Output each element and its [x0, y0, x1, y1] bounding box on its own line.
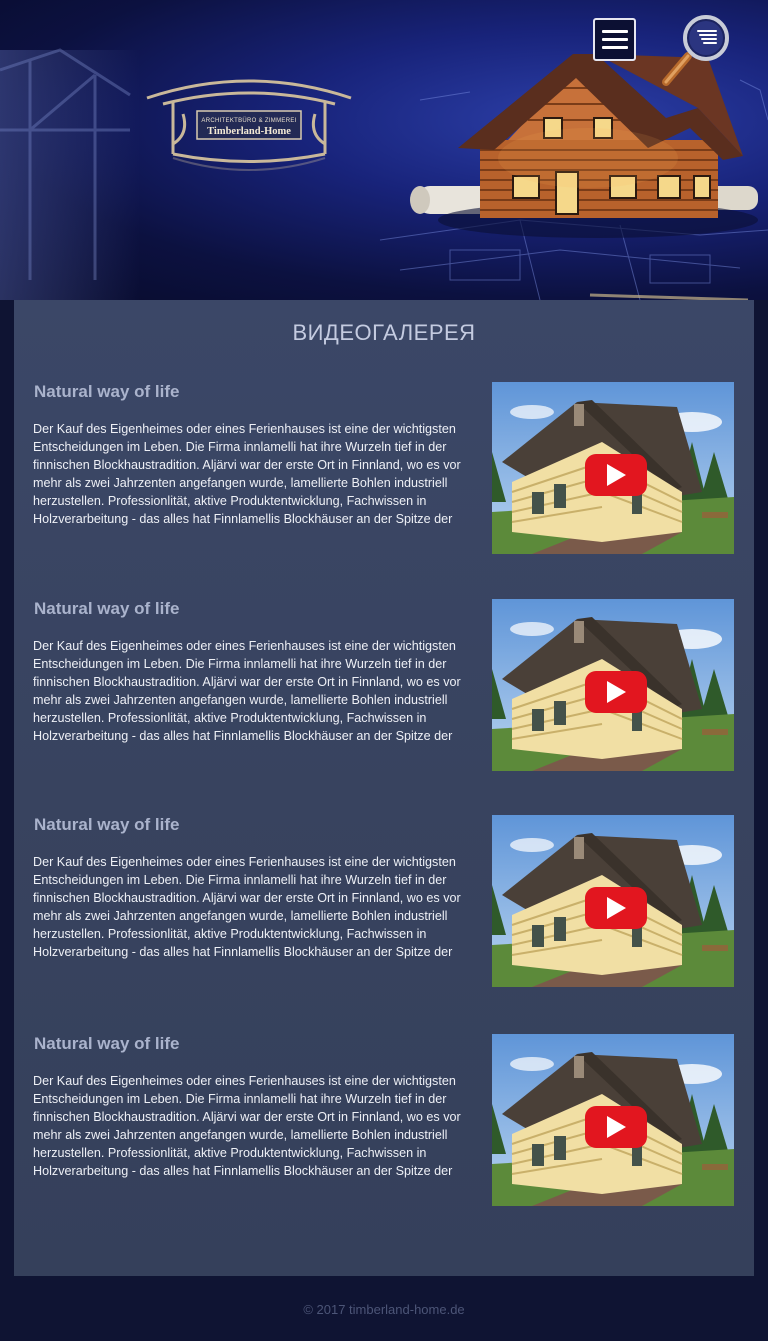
video-item	[14, 382, 754, 557]
site-header	[0, 0, 768, 300]
video-thumbnail-image	[492, 815, 734, 987]
video-thumbnail[interactable]	[492, 599, 734, 771]
page-title: ВИДЕОГАЛЕРЕЯ	[292, 320, 476, 345]
video-title[interactable]: Natural way of life	[34, 382, 180, 401]
svg-text:Timberland-Home: Timberland-Home	[207, 126, 291, 137]
video-title[interactable]: Natural way of life	[34, 1034, 180, 1053]
video-thumbnail-image	[492, 599, 734, 771]
video-thumbnail-image	[492, 382, 734, 554]
video-title[interactable]: Natural way of life	[34, 815, 180, 834]
video-thumbnail[interactable]	[492, 382, 734, 554]
svg-text:ARCHITEKTBÜRO & ZIMMEREI: ARCHITEKTBÜRO & ZIMMEREI	[201, 118, 297, 124]
search-button[interactable]	[660, 14, 736, 88]
video-item	[14, 815, 754, 990]
youtube-play-icon	[585, 1106, 647, 1148]
video-description: Der Kauf des Eigenheimes oder eines Ferienhauses ist eine der wichtigsten Entscheidungen im Leben. Die Firma innlamelli hat ihre Wurzeln tief in der finnischen Blockhaustradition. Aljärvi war der erste Ort in Finnland, wo es vor mehr als zwei Jahrzenten angefangen wurde, lamellierte Bohlen industriell herzustellen. Professionlität, aktive Produktentwicklung, Fachwissen in Holzverarbeitung - das alles hat Finnlamellis Blockhäuser an der Spitze der	[33, 639, 461, 743]
video-item	[14, 1034, 754, 1209]
video-thumbnail-image	[492, 1034, 734, 1206]
video-description: Der Kauf des Eigenheimes oder eines Ferienhauses ist eine der wichtigsten Entscheidungen im Leben. Die Firma innlamelli hat ihre Wurzeln tief in der finnischen Blockhaustradition. Aljärvi war der erste Ort in Finnland, wo es vor mehr als zwei Jahrzenten angefangen wurde, lamellierte Bohlen industriell herzustellen. Professionlität, aktive Produktentwicklung, Fachwissen in Holzverarbeitung - das alles hat Finnlamellis Blockhäuser an der Spitze der	[33, 422, 461, 526]
hamburger-menu-button[interactable]	[593, 18, 636, 61]
video-gallery-panel	[14, 300, 754, 1276]
hamburger-menu-icon-bar	[602, 46, 628, 49]
video-item	[14, 599, 754, 774]
video-thumbnail[interactable]	[492, 815, 734, 987]
youtube-play-icon	[585, 454, 647, 496]
youtube-play-icon	[585, 671, 647, 713]
video-description: Der Kauf des Eigenheimes oder eines Ferienhauses ist eine der wichtigsten Entscheidungen im Leben. Die Firma innlamelli hat ihre Wurzeln tief in der finnischen Blockhaustradition. Aljärvi war der erste Ort in Finnland, wo es vor mehr als zwei Jahrzenten angefangen wurde, lamellierte Bohlen industriell herzustellen. Professionlität, aktive Produktentwicklung, Fachwissen in Holzverarbeitung - das alles hat Finnlamellis Blockhäuser an der Spitze der	[33, 1074, 461, 1178]
hamburger-menu-icon-bar	[602, 38, 628, 41]
video-description: Der Kauf des Eigenheimes oder eines Ferienhauses ist eine der wichtigsten Entscheidungen im Leben. Die Firma innlamelli hat ihre Wurzeln tief in der finnischen Blockhaustradition. Aljärvi war der erste Ort in Finnland, wo es vor mehr als zwei Jahrzenten angefangen wurde, lamellierte Bohlen industriell herzustellen. Professionlität, aktive Produktentwicklung, Fachwissen in Holzverarbeitung - das alles hat Finnlamellis Blockhäuser an der Spitze der	[33, 855, 461, 959]
magnifier-icon	[666, 17, 727, 82]
video-thumbnail[interactable]	[492, 1034, 734, 1206]
video-title[interactable]: Natural way of life	[34, 599, 180, 618]
hamburger-menu-icon	[602, 30, 628, 33]
footer-copyright: © 2017 timberland-home.de	[303, 1302, 465, 1317]
timberland-home-logo[interactable]	[143, 74, 355, 184]
youtube-play-icon	[585, 887, 647, 929]
